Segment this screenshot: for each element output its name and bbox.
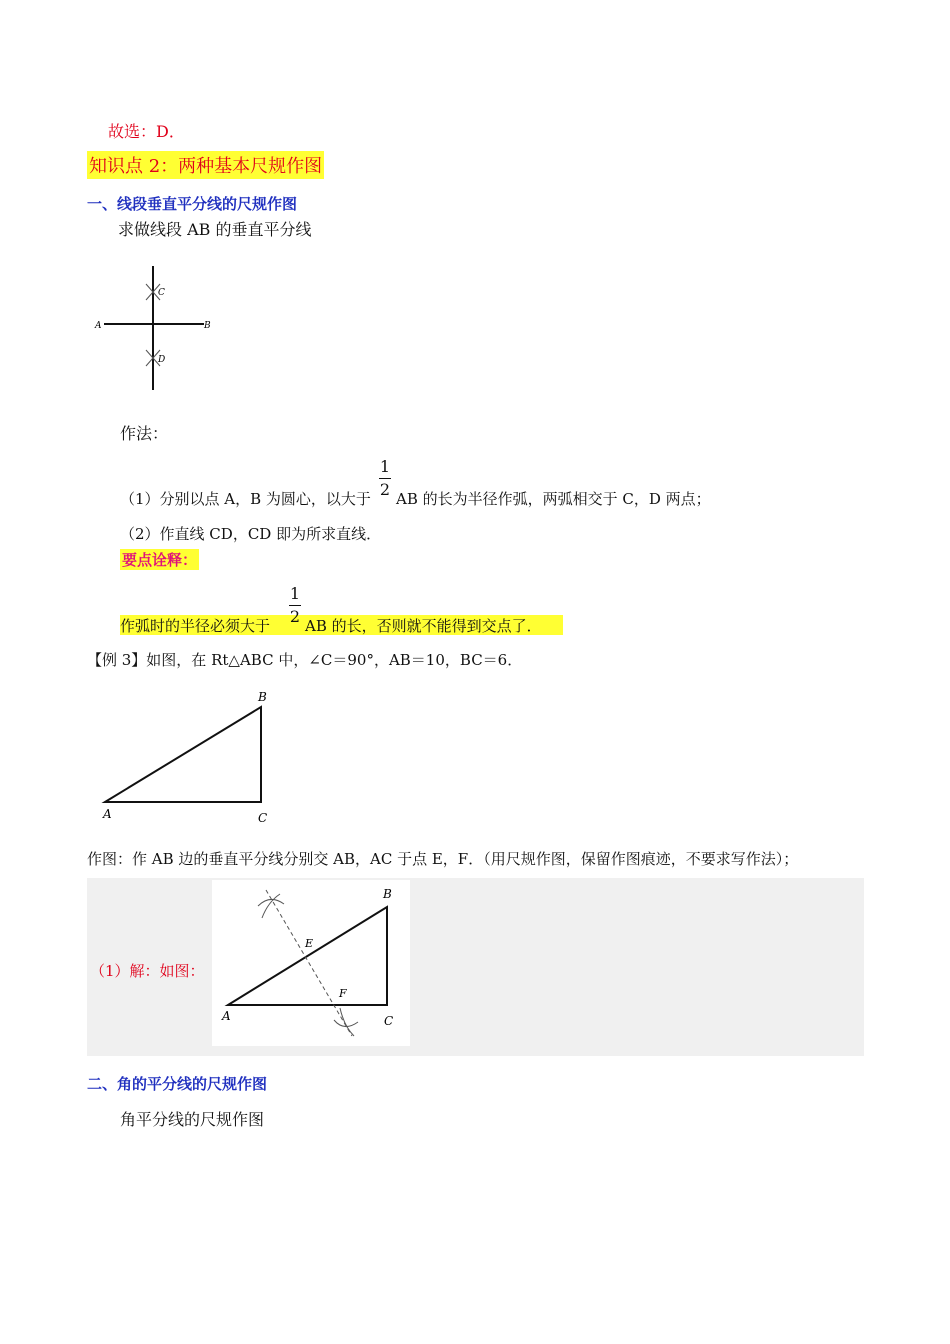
label-c: C	[158, 288, 165, 298]
knowledge-point-title: 知识点 2：两种基本尺规作图	[87, 151, 324, 179]
solution-label: （1）解：如图：	[90, 962, 205, 980]
step1-post: AB 的长为半径作弧，两弧相交于 C，D 两点；	[396, 490, 711, 508]
note-label: 要点诠释：	[122, 551, 198, 569]
example3-triangle-figure	[95, 685, 280, 830]
tri-label-a: A	[103, 807, 112, 821]
fraction-half-note	[289, 585, 301, 626]
step2: （2）作直线 CD，CD 即为所求直线．	[120, 525, 382, 543]
sol-label-c: C	[384, 1014, 394, 1028]
tri-label-b: B	[258, 690, 267, 704]
solution-figure-box	[212, 880, 410, 1046]
label-b: B	[204, 321, 211, 331]
example3-title: 【例 3】如图，在 Rt△ABC 中，∠C＝90°，AB＝10，BC＝6．	[87, 651, 523, 669]
sol-label-f: F	[339, 987, 347, 1000]
perpendicular-bisector-figure	[92, 262, 222, 394]
sol-label-a: A	[222, 1009, 231, 1023]
solution-figure	[212, 880, 410, 1046]
sol-label-b: B	[383, 887, 392, 901]
tri-label-c: C	[258, 811, 268, 825]
frac-num: 1	[379, 457, 391, 476]
frac-den-note: 2	[289, 607, 301, 626]
sol-label-e: E	[305, 937, 314, 950]
fraction-half	[379, 458, 391, 499]
note-pre: 作弧时的半径必须大于	[120, 617, 271, 635]
section1-intro: 求做线段 AB 的垂直平分线	[118, 220, 312, 239]
answer-line: 故选：D．	[108, 122, 185, 141]
label-d: D	[158, 355, 166, 365]
section1-heading: 一、线段垂直平分线的尺规作图	[87, 195, 298, 213]
method-label: 作法：	[120, 424, 169, 443]
frac-num-note: 1	[289, 584, 301, 603]
section2-intro: 角平分线的尺规作图	[120, 1110, 265, 1129]
label-a: A	[95, 321, 102, 331]
example3-task: 作图：作 AB 边的垂直平分线分别交 AB，AC 于点 E，F．（用尺规作图，保留作图痕迹，不要求写作法）；	[87, 850, 799, 868]
note-post: AB 的长，否则就不能得到交点了．	[305, 617, 542, 635]
step1-pre: （1）分别以点 A，B 为圆心，以大于	[120, 490, 371, 508]
frac-den: 2	[379, 480, 391, 499]
section2-heading: 二、角的平分线的尺规作图	[87, 1075, 268, 1093]
